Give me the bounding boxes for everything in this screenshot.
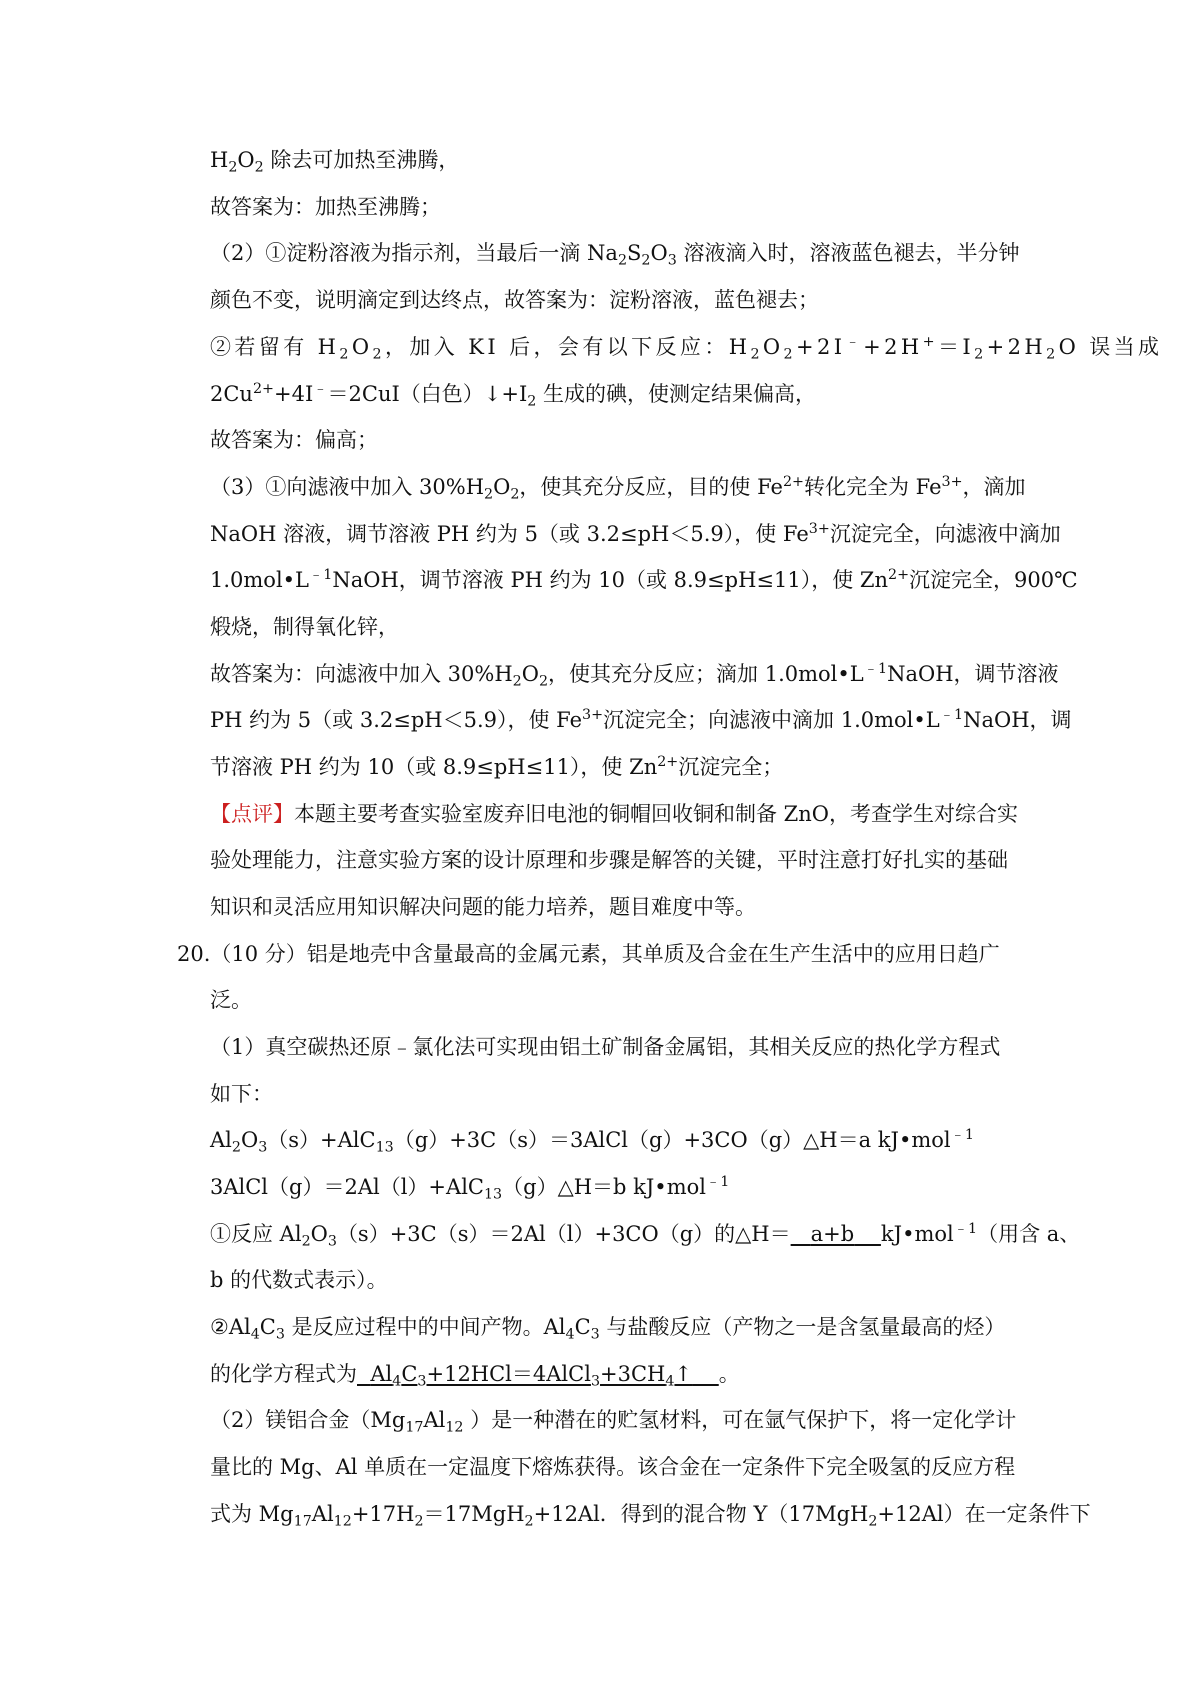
text-line [210,197,441,218]
line-text: 泛。 [210,988,252,1012]
line-text: （2）①淀粉溶液为指示剂，当最后一滴 $Na_2S_2O_3$ 溶液滴入时，溶液蓝色褪去，半分钟 [210,241,1020,269]
text-line [210,754,784,779]
line-text: 式为 $Mg_{17}Al_{12}+17H_2=17MgH_2+12Al$．得到的混合物 Y（17MgH$_2$+12Al）在一定条件下 [210,1502,1091,1530]
review-line [210,804,1018,825]
line-text: 故答案为：偏高； [210,428,378,452]
line-text: NaOH 溶液，调节溶液 PH 约为 5（或 3.2≤pH＜5.9），使 $Fe^{3+}$沉淀完全，向滤液中滴加 [210,521,1061,546]
answer-equation: $Al_4C_3+12HCl=4AlCl_3+3CH_4↑$ [370,1362,693,1390]
answer-blank-equation [357,1362,719,1390]
line-text: 的化学方程式为 [210,1362,357,1386]
text-line [210,1457,1015,1478]
review-label: 【点评】 [210,802,294,826]
line-text: $1.0mol•L^{﹣1}NaOH$，调节溶液 PH 约为 10（或 8.9≤pH≤11），使 $Zn^{2+}$沉淀完全，900℃ [210,567,1078,592]
line-text: $②Al_4C_3$ 是反应过程中的中间产物。$Al_4C_3$ 与盐酸反应（产物之一是含氢量最高的烃） [210,1315,1006,1343]
text-line [210,1037,1000,1058]
text-line [210,290,819,311]
answer-blank-dh [791,1222,881,1246]
line-text: 煅烧，制得氧化锌， [210,615,399,639]
text-line [210,1270,388,1291]
question-20-heading [177,944,1000,965]
line-text: $2Cu^{2+}+4I^﹣=2CuI$（白色）$↓+I_2$ 生成的碘，使测定结果偏高， [210,381,817,410]
text-line [210,1315,1006,1343]
line-text: ②若留有 $H_2O_2$，加入 KI 后，会有以下反应：$H_2O_2+2I^﹣+2H^+=I_2+2H_2O$ 误当成 [210,334,1163,363]
line-text: $Al_2O_3(s)+AlC_{13}(g)+3C(s)=3AlCl(g)+3CO(g)\triangle H=a$ kJ•mol$^{﹣1}$ [210,1127,974,1156]
line-text: 知识和灵活应用知识解决问题的能力培养，题目难度中等。 [210,895,756,919]
text-line [210,617,399,638]
text-line [210,850,1008,871]
line-text: （1）真空碳热还原﹣氯化法可实现由铝土矿制备金属铝，其相关反应的热化学方程式 [210,1035,1001,1059]
text-line [210,381,817,410]
equation-line [210,1174,730,1203]
line-text: 故答案为：加热至沸腾； [210,195,441,219]
line-text: ①反应 $Al_2O_3(s)+3C(s)=2Al(l)+3CO(g)$的△H＝ [210,1222,791,1250]
text-line [210,1408,1017,1436]
text-line [210,707,1072,732]
line-text: $H_2O_2$ 除去可加热至沸腾， [210,148,460,176]
text-line [210,1221,1081,1250]
line-text: 3AlCl（g）＝2Al（l）+AlC$_{13}$（g）△H＝b kJ•mol$^{﹣1}$ [210,1174,730,1203]
line-text: 故答案为：向滤液中加入 $30\%H_2O_2$，使其充分反应；滴加 $1.0mol•L^{﹣1}NaOH$，调节溶液 [210,661,1059,690]
text-line [210,430,378,451]
line-text: PH 约为 5（或 3.2≤pH＜5.9），使 $Fe^{3+}$沉淀完全；向滤液中滴加 $1.0mol•L^{﹣1}NaOH$，调 [210,707,1072,732]
text-line [210,334,1163,363]
answer-dh: a+b [810,1222,855,1246]
line-text: 如下： [210,1082,273,1106]
line-text: 节溶液 PH 约为 10（或 8.9≤pH≤11），使 $Zn^{2+}$沉淀完全； [210,754,784,779]
text-line [210,1084,273,1105]
text-line [210,1362,740,1390]
line-text: 。 [718,1362,740,1386]
line-text: （3）①向滤液中加入 $30\%H_2O_2$，使其充分反应，目的使 $Fe^{2+}$转化完全为 $Fe^{3+}$，滴加 [210,474,1026,503]
line-text: （2）镁铝合金（$Mg_{17}Al_{12}$ ）是一种潜在的贮氢材料，可在氩气保护下，将一定化学计 [210,1408,1017,1436]
text-line [210,661,1059,690]
text-line [210,990,252,1011]
line-text: kJ•mol$^{﹣1}$（用含 a、 [880,1221,1081,1246]
line-text: 20.（10 分）铝是地壳中含量最高的金属元素，其单质及合金在生产生活中的应用日趋广 [177,942,1000,966]
text-line [210,148,460,176]
text-line [210,1502,1091,1530]
line-text: 颜色不变，说明滴定到达终点，故答案为：淀粉溶液，蓝色褪去； [210,288,819,312]
line-text: b 的代数式表示）。 [210,1268,388,1292]
equation-line [210,1127,974,1156]
text-line [210,241,1020,269]
line-text: 验处理能力，注意实验方案的设计原理和步骤是解答的关键，平时注意打好扎实的基础 [210,848,1008,872]
text-line [210,521,1061,546]
line-text: 本题主要考查实验室废弃旧电池的铜帽回收铜和制备 ZnO，考查学生对综合实 [294,802,1019,826]
text-line [210,897,756,918]
text-line [210,567,1078,592]
text-line [210,474,1026,503]
line-text: 量比的 Mg、Al 单质在一定温度下熔炼获得。该合金在一定条件下完全吸氢的反应方程 [210,1455,1016,1479]
